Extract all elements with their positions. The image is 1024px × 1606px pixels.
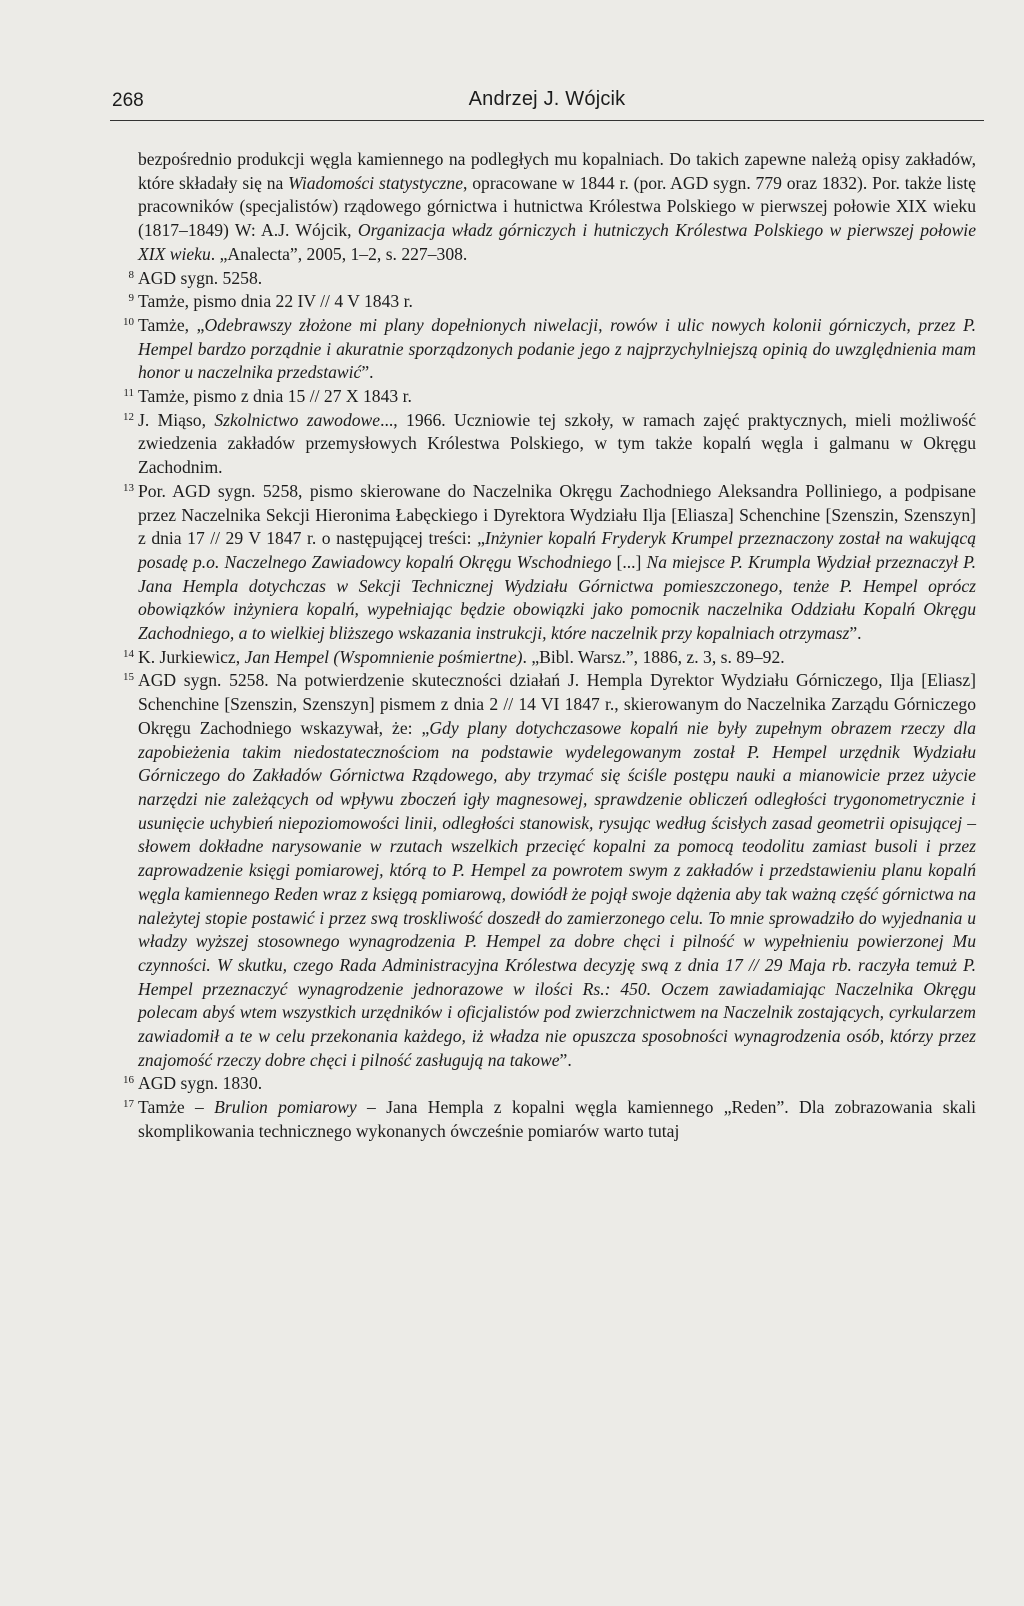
footnote-text: Tamże, pismo z dnia 15 // 27 X 1843 r. xyxy=(138,386,412,407)
footnote-text: . „Bibl. Warsz.”, 1886, z. 3, s. 89–92. xyxy=(522,646,785,667)
footnote-text: AGD sygn. 5258. Na potwierdzenie skuteczności działań J. Hempla Dyrektor Wydziału Górniczego, Ilja [Eliasz] Schenchine [Szenszin, Szenszyn] pismem z dnia 2 // 14 VI 1847 r., skierowanym do Naczelnika Zarządu Górniczego Okręgu Zachodniego wskazywał, że: „ xyxy=(138,670,976,738)
footnote-text: bezpośrednio produkcji węgla kamiennego na podległych mu kopalniach. Do takich zapewne należą opisy zakładów, które składały się na xyxy=(138,149,976,193)
page-header xyxy=(110,88,984,121)
footnote-text: ..., 1966. Uczniowie tej szkoły, w ramach zajęć praktycznych, mieli możliwość zwiedzenia zakładów przemysłowych Królestwa Polskiego, w tym także kopalń węgla i galmanu w Okręgu Zachodnim. xyxy=(138,409,976,478)
footnote-text: – Jana Hempla z kopalni węgla kamiennego „Reden”. Dla zobrazowania skali skomplikowania technicznego wykonanych ówcześnie pomiarów warto tutaj xyxy=(138,1097,976,1141)
footnote: 17 Tamże – Brulion pomiarowy – Jana Hempla z kopalni węgla kamiennego „Reden”. Dla zobrazowania skali skomplikowania technicznego wykonanych ówcześnie pomiarów warto tutaj xyxy=(123,1097,976,1141)
footnote-text: ”. xyxy=(361,362,374,383)
running-head: Andrzej J. Wójcik xyxy=(468,88,626,110)
footnote-text: Tamże, pismo dnia 22 IV // 4 V 1843 r. xyxy=(138,291,413,312)
footnote: 14 K. Jurkiewicz, Jan Hempel (Wspomnienie pośmiertne). „Bibl. Warsz.”, 1886, z. 3, s. 89–92. xyxy=(123,646,785,667)
footnote: 15 AGD sygn. 5258. Na potwierdzenie skuteczności działań J. Hempla Dyrektor Wydziału Górniczego, Ilja [Eliasz] Schenchine [Szenszin, Szenszyn] pismem z dnia 2 // 14 VI 1847 r., skierowanym do Naczelnika Zarządu Górniczego Okręgu Zachodniego wskazywał, że: „Gdy plany dotychczasowe kopalń nie były zupełnym obrazem rzeczy dla zapobieżenia takim niedostatecznościom na podstawie wydelegowanym został P. Hempel urzędnik Wydziału Górniczego do Zakładów Górnictwa Rządowego, aby trzymać się ściśle postępu nauki a mianowicie przez użycie narzędzi nie zależących od wpływu zboczeń igły magnesowej, sprawdzenie obliczeń odległości trygonometrycznie i usunięcie uchybień niepoziomowości linii, odległości stanowisk, rysując według ścisłych zasad geometrii opisującej – słowem dokładne narysowanie w rzutach wszelkich przecięć kopalni za pomocą teodolitu zamiast busoli i przez zaprowadzenie księgi pomiarowej, którą to P. Hempel za powrotem swym z zakładów i przedstawieniu planu kopalń węgla kamiennego Reden wraz z księgą pomiarową, dowiódł że pojął swoje dążenia aby tak ważną część górnictwa na należytej stopie postawić i przez swą troskliwość doszedł do zamierzonego celu. To mnie sprowadziło do wyjednania u władzy wyższej stosownego wynagrodzenia P. Hempel za dobre chęci i pilność w wypełnieniu powierzonej Mu czynności. W skutku, czego Rada Administracyjna Królestwa decyzję swą z dnia 17 // 29 Maja rb. raczyła temuż P. Hempel przeznaczyć wynagrodzenie jednorazowe w ilości Rs.: 450. Oczem zawiadamiając Naczelnika Okręgu polecam abyś wtem wszystkich urzędników i oficjalistów pod zwierzchnictwem na Naczelnik zostających, cyrkularzem zawiadomił a te w celu przekonania każdego, iż władza nie opuszcza sposobności wynagrodzenia osób, którzy przez znajomość rzeczy dobre chęci i pilność zasługują na takowe”. xyxy=(123,670,976,1070)
footnote-italic-text: Organizacja władz górniczych i hutniczych Królestwa Polskiego w pierwszej połowie XIX wieku xyxy=(138,220,976,264)
footnote-text: K. Jurkiewicz, xyxy=(138,646,245,667)
footnote xyxy=(138,148,976,267)
footnote: 12 J. Miąso, Szkolnictwo zawodowe..., 1966. Uczniowie tej szkoły, w ramach zajęć praktycznych, mieli możliwość zwiedzenia zakładów przemysłowych Królestwa Polskiego, w tym także kopalń węgla i galmanu w Okręgu Zachodnim. xyxy=(123,409,976,478)
footnote-italic-text: Jan Hempel (Wspomnienie pośmiertne) xyxy=(244,646,523,667)
footnote-italic-text: Na miejsce P. Krumpla Wydział przeznaczył P. Jana Hempla dotychczas w Sekcji Technicznej Wydziału Górnictwa pomieszczonego, tenże P. Hempel oprócz obowiązków inżyniera kopalń, wypełniając będzie obowiązki jako pomocnik naczelnika Oddziału Kopalń Okręgu Zachodniego, a to wielkiej bliższego wskazania instrukcji, które naczelnik przy kopalniach otrzymasz xyxy=(138,551,976,644)
footnote-text: AGD sygn. 5258. xyxy=(138,267,263,288)
footnote-text: , opracowane w 1844 r. (por. AGD sygn. 779 oraz 1832). Por. także listę pracowników (specjalistów) rządowego górnictwa i hutnictwa Królestwa Polskiego w pierwszej połowie XIX wieku (1817–1849) W: A.J. Wójcik, xyxy=(138,172,976,241)
footnote-text: J. Miąso, xyxy=(138,409,215,430)
footnote-text: . „Analecta”, 2005, 1–2, s. 227–308. xyxy=(210,243,468,264)
footnote-text: Por. AGD sygn. 5258, pismo skierowane do Naczelnika Okręgu Zachodniego Aleksandra Polliniego, a podpisane przez Naczelnika Sekcji Hieronima Łabęckiego i Dyrektora Wydziału Ilja [Eliasza] Schenchine [Szenszin, Szenszyn] z dnia 17 // 29 V 1847 r. o następującej treści: „ xyxy=(138,480,976,549)
footnote-italic-text: Szkolnictwo zawodowe xyxy=(214,409,381,430)
footnote-text: AGD sygn. 1830. xyxy=(138,1073,263,1094)
footnote: 9 Tamże, pismo dnia 22 IV // 4 V 1843 r. xyxy=(128,291,413,312)
footnote: 16 AGD sygn. 1830. xyxy=(123,1073,263,1094)
footnote-text: [...] xyxy=(611,551,647,572)
footnote-text: Tamże – xyxy=(138,1097,215,1118)
footnote-italic-text: Wiadomości statystyczne xyxy=(288,172,464,193)
footnote: 10 Tamże, „Odebrawszy złożone mi plany dopełnionych niwelacji, rowów i ulic nowych kolonii górniczych, przez P. Hempel bardzo porządnie i akuratnie sporządzonych podanie jego z najprzychylniejszą opinią do uwzględnienia mam honor u naczelnika przedstawić”. xyxy=(123,314,976,383)
footnote: 11 Tamże, pismo z dnia 15 // 27 X 1843 r. xyxy=(123,386,412,407)
footnote: 13 Por. AGD sygn. 5258, pismo skierowane do Naczelnika Okręgu Zachodniego Aleksandra Polliniego, a podpisane przez Naczelnika Sekcji Hieronima Łabęckiego i Dyrektora Wydziału Ilja [Eliasza] Schenchine [Szenszin, Szenszyn] z dnia 17 // 29 V 1847 r. o następującej treści: „Inżynier kopalń Fryderyk Krumpel przeznaczony został na wakującą posadę p.o. Naczelnego Zawiadowcy kopalń Okręgu Wschodniego [...] Na miejsce P. Krumpla Wydział przeznaczył P. Jana Hempla dotychczas w Sekcji Technicznej Wydziału Górnictwa pomieszczonego, tenże P. Hempel oprócz obowiązków inżyniera kopalń, wypełniając będzie obowiązki jako pomocnik naczelnika Oddziału Kopalń Okręgu Zachodniego, a to wielkiej bliższego wskazania instrukcji, które naczelnik przy kopalniach otrzymasz”. xyxy=(123,480,977,644)
footnote-text: ”. xyxy=(849,623,862,644)
footnote-italic-text: Gdy plany dotychczasowe kopalń nie były zupełnym obrazem rzeczy dla zapobieżenia takim niedostatecznościom na podstawie wydelegowanym został P. Hempel urzędnik Wydziału Górniczego do Zakładów Górnictwa Rządowego, aby trzymać się ściśle postępu nauki a mianowicie przez użycie narzędzi nie zależących od wpływu zboczeń igły magnesowej, sprawdzenie obliczeń odległości trygonometrycznie i usunięcie uchybień niepoziomowości linii, odległości stanowisk, rysując według ścisłych zasad geometrii opisującej – słowem dokładne narysowanie w rzutach wszelkich przecięć kopalni za pomocą teodolitu zamiast busoli i przez zaprowadzenie księgi pomiarowej, którą to P. Hempel za powrotem swym z zakładów i przedstawieniu planu kopalń węgla kamiennego Reden wraz z księgą pomiarową, dowiódł że pojął swoje dążenia aby tak ważną część górnictwa na należytej stopie postawić i przez swą troskliwość doszedł do zamierzonego celu. To mnie sprowadziło do wyjednania u władzy wyższej stosownego wynagrodzenia P. Hempel za dobre chęci i pilność w wypełnieniu powierzonej Mu czynności. W skutku, czego Rada Administracyjna Królestwa decyzję swą z dnia 17 // 29 Maja rb. raczyła temuż P. Hempel przeznaczyć wynagrodzenie jednorazowe w ilości Rs.: 450. Oczem zawiadamiając Naczelnika Okręgu polecam abyś wtem wszystkich urzędników i oficjalistów pod zwierzchnictwem na Naczelnik zostających, cyrkularzem zawiadomił a te w celu przekonania każdego, iż władza nie opuszcza sposobności wynagrodzenia osób, którzy przez znajomość rzeczy dobre chęci i pilność zasługują na takowe xyxy=(138,717,976,1070)
footnotes xyxy=(123,148,977,1144)
footnote-text: Tamże, „ xyxy=(138,314,205,335)
footnote-text: ”. xyxy=(559,1049,572,1070)
page-number: 268 xyxy=(112,90,144,111)
footnote-italic-text: Brulion pomiarowy xyxy=(214,1097,357,1118)
footnote-italic-text: Inżynier kopalń Fryderyk Krumpel przeznaczony został na wakującą posadę p.o. Naczelnego Zawiadowcy kopalń Okręgu Wschodniego xyxy=(138,528,977,572)
footnote-italic-text: Odebrawszy złożone mi plany dopełnionych niwelacji, rowów i ulic nowych kolonii górniczych, przez P. Hempel bardzo porządnie i akuratnie sporządzonych podanie jego z najprzychylniejszą opinią do uwzględnienia mam honor u naczelnika przedstawić xyxy=(138,314,976,383)
footnote: 8 AGD sygn. 5258. xyxy=(128,267,263,288)
